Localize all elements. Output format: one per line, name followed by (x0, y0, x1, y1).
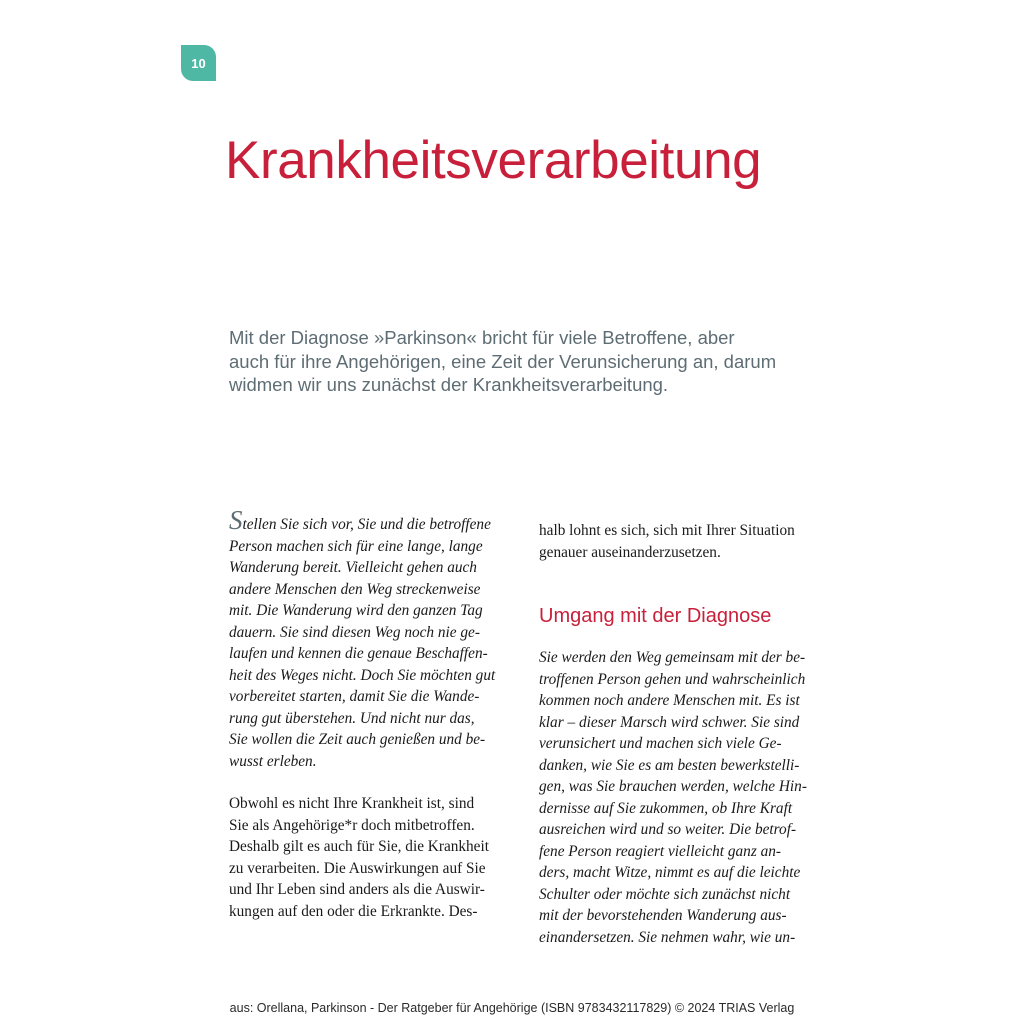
first-line-text: tellen Sie sich vor, Sie und die betroffene (242, 516, 491, 533)
text-line: ausreichen wird und so weiter. Die betrof- (539, 821, 797, 838)
text-line: dauern. Sie sind diesen Weg noch nie ge- (229, 623, 480, 641)
text-line: kommen noch andere Menschen mit. Es ist (539, 692, 800, 709)
text-line: wusst erleben. (229, 752, 317, 770)
text-line: dernisse auf Sie zukommen, ob Ihre Kraft (539, 799, 793, 817)
text-line: rung gut überstehen. Und nicht nur das, (229, 709, 475, 727)
text-line: klar – dieser Marsch wird schwer. Sie sind (539, 713, 800, 731)
paragraph-spacer (229, 772, 529, 793)
chapter-title: Krankheitsverarbeitung (225, 131, 762, 190)
text-line: kungen auf den oder die Erkrankte. Des- (229, 902, 478, 920)
text-line: Sie werden den Weg gemeinsam mit der be- (539, 649, 806, 666)
text-line: genauer auseinanderzusetzen. (539, 543, 721, 561)
intro-paragraph (229, 326, 829, 397)
text-line: fene Person reagiert vielleicht ganz an- (539, 842, 781, 860)
text-line: danken, wie Sie es am besten bewerkstelli- (539, 756, 800, 774)
text-line: Person machen sich für eine lange, lange (229, 537, 483, 555)
source-footer: aus: Orellana, Parkinson - Der Ratgeber für Angehörige (ISBN 9783432117829) © 2024 TRIAS Verlag (229, 1001, 795, 1015)
text-line: heit des Weges nicht. Doch Sie möchten gut (229, 666, 496, 684)
text-line: einandersetzen. Sie nehmen wahr, wie un- (539, 928, 796, 946)
page-number-badge: 10 (181, 45, 216, 81)
text-line: mit der bevorstehenden Wanderung aus- (539, 907, 787, 924)
text-line: vorbereitet starten, damit Sie die Wande- (229, 688, 480, 705)
text-line: zu verarbeiten. Die Auswirkungen auf Sie (229, 859, 486, 877)
text-line: Obwohl es nicht Ihre Krankheit ist, sind (229, 795, 475, 812)
intro-line: widmen wir uns zunächst der Krankheitsverarbeitung. (229, 374, 669, 395)
section-subheading: Umgang mit der Diagnose (539, 605, 772, 627)
paragraph-umgang (539, 647, 839, 948)
intro-line: auch für ihre Angehörigen, eine Zeit der Verunsicherung an, darum (229, 350, 777, 372)
intro-line: Mit der Diagnose »Parkinson« bricht für viele Betroffene, aber (229, 327, 735, 348)
text-line: andere Menschen den Weg streckenweise (229, 580, 481, 598)
text-line: troffenen Person gehen und wahrscheinlich (539, 670, 806, 688)
paragraph-mitbetroffen (229, 793, 529, 922)
text-line: Wanderung bereit. Vielleicht gehen auch (229, 559, 477, 576)
text-line: Sie wollen die Zeit auch genießen und be- (229, 731, 486, 748)
left-column (229, 505, 529, 922)
right-column-continuation (539, 520, 839, 563)
text-line: laufen und kennen die genaue Beschaffen- (229, 645, 488, 662)
drop-cap: S (229, 505, 243, 535)
text-line: Deshalb gilt es auch für Sie, die Krankheit (229, 838, 489, 855)
text-line: mit. Die Wanderung wird den ganzen Tag (229, 602, 483, 619)
paragraph-wanderung (229, 505, 529, 772)
text-line: Sie als Angehörige*r doch mitbetroffen. (229, 816, 475, 834)
text-line: ders, macht Witze, nimmt es auf die leichte (539, 864, 801, 881)
first-line (229, 505, 529, 536)
text-line: und Ihr Leben sind anders als die Auswir- (229, 881, 485, 898)
text-line: Schulter oder möchte sich zunächst nicht (539, 885, 791, 903)
text-line: gen, was Sie brauchen werden, welche Hin- (539, 778, 807, 795)
text-line: verunsichert und machen sich viele Ge- (539, 735, 782, 752)
text-line: halb lohnt es sich, sich mit Ihrer Situation (539, 522, 795, 539)
